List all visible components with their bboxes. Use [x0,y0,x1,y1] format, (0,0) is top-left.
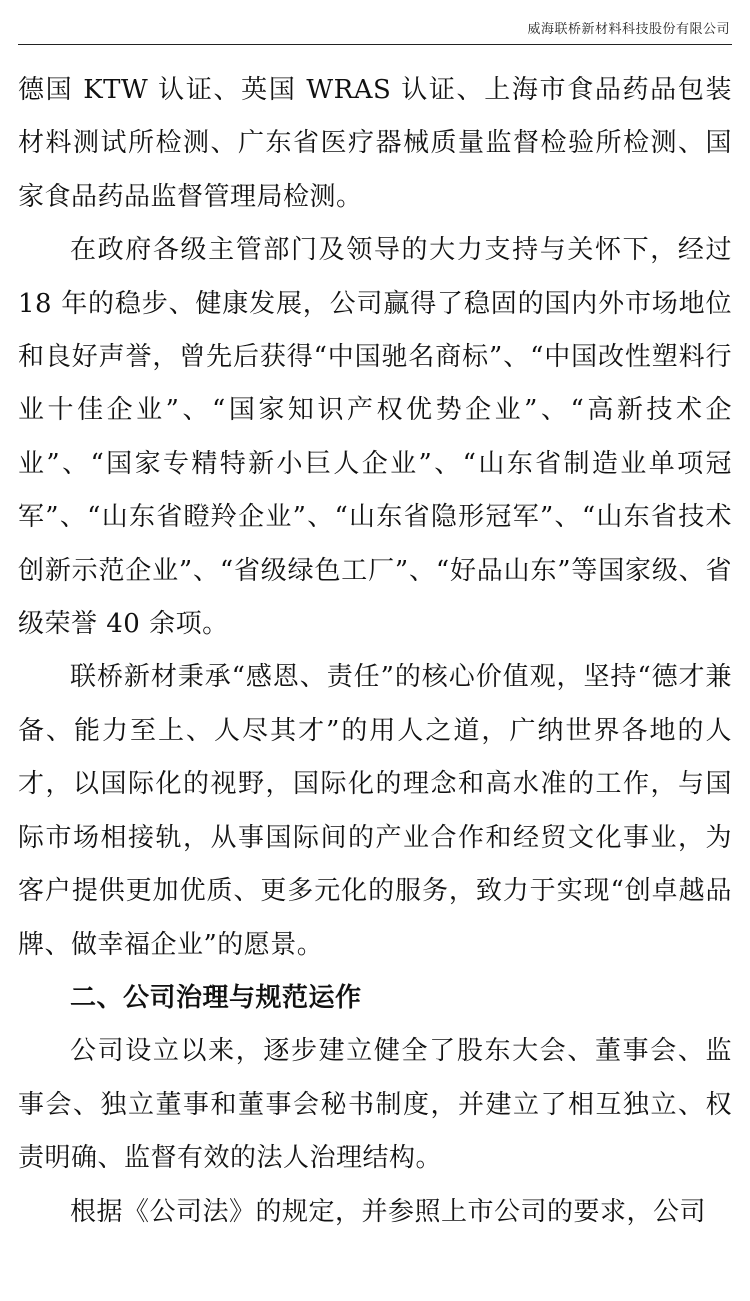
header-company-name: 威海联桥新材料科技股份有限公司 [527,22,730,37]
paragraph-honors: 在政府各级主管部门及领导的大力支持与关怀下，经过 18 年的稳步、健康发展，公司赢得了稳固的国内外市场地位和良好声誉，曾先后获得“中国驰名商标”、“中国改性塑料行业十佳企业”、“国家知识产权优势企业”、“高新技术企业”、“国家专精特新小巨人企业”、“山东省制造业单项冠军”、“山东省瞪羚企业”、“山东省隐形冠军”、“山东省技术创新示范企业”、“省级绿色工厂”、“好品山东”等国家级、省级荣誉 40 余项。 [18,235,732,640]
paragraph-governance-structure: 公司设立以来，逐步建立健全了股东大会、董事会、监事会、独立董事和董事会秘书制度，并建立了相互独立、权责明确、监督有效的法人治理结构。 [18,1036,732,1174]
paragraph-values: 联桥新材秉承“感恩、责任”的核心价值观，坚持“德才兼备、能力至上、人尽其才”的用人之道，广纳世界各地的人才，以国际化的视野，国际化的理念和高水准的工作，与国际市场相接轨，从事国际间的产业合作和经贸文化事业，为客户提供更加优质、更多元化的服务，致力于实现“创卓越品牌、做幸福企业”的愿景。 [18,662,732,960]
page-header [18,0,732,45]
section-heading-governance: 二、公司治理与规范运作 [70,982,362,1013]
paragraph-certifications: 德国 KTW 认证、英国 WRAS 认证、上海市食品药品包装材料测试所检测、广东省医疗器械质量监督检验所检测、国家食品药品监督管理局检测。 [18,75,732,212]
document-body [18,64,732,1239]
paragraph-company-law: 根据《公司法》的规定，并参照上市公司的要求，公司 [70,1196,707,1227]
